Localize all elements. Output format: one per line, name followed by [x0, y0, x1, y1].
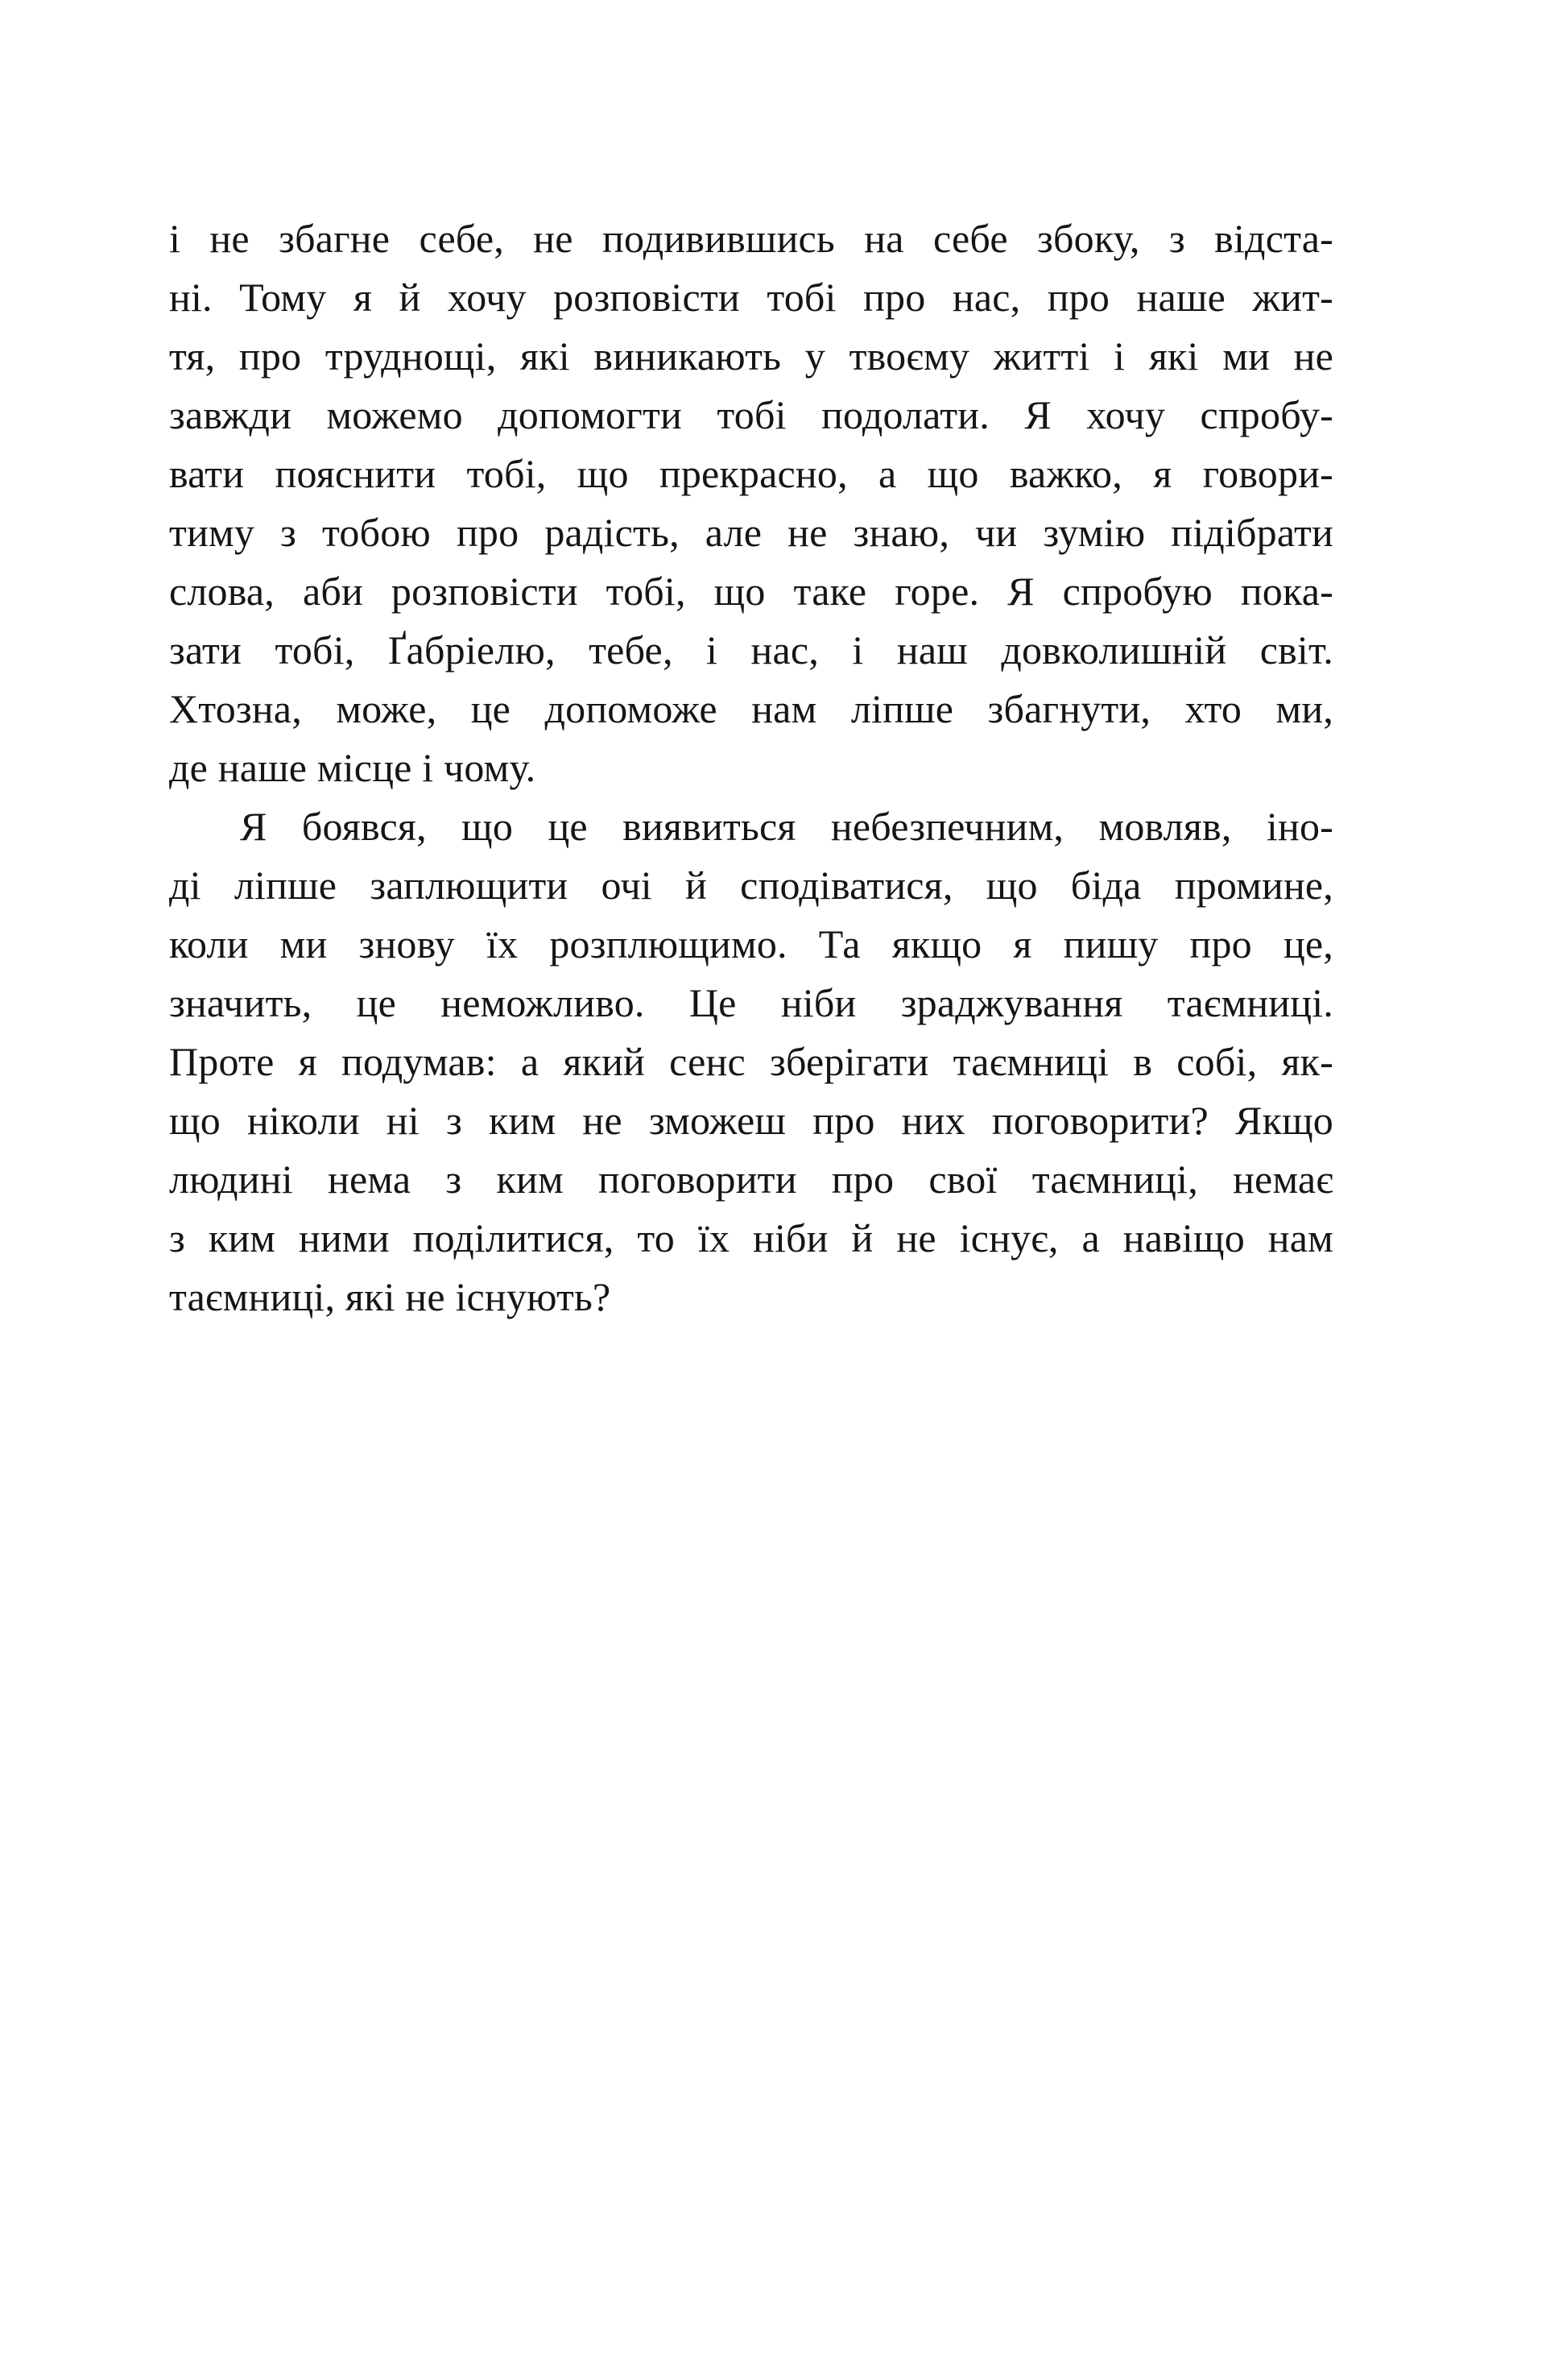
text-line: ді ліпше заплющити очі й сподіватися, що біда промине, — [169, 863, 1333, 908]
text-line: що ніколи ні з ким не зможеш про них поговорити? Якщо — [169, 1098, 1333, 1143]
text-line: і не збагне себе, не подивившись на себе збоку, з відста- — [169, 216, 1333, 261]
text-line: значить, це неможливо. Це ніби зраджування таємниці. — [169, 980, 1333, 1025]
text-column — [169, 209, 1333, 1327]
text-line: Проте я подумав: а який сенс зберігати таємниці в собі, як- — [169, 1039, 1333, 1084]
text-line: зати тобі, Ґабріелю, тебе, і нас, і наш довколишній світ. — [169, 627, 1333, 673]
text-line: тиму з тобою про радість, але не знаю, чи зумію підібрати — [169, 510, 1333, 555]
text-line: таємниці, які не існують? — [169, 1274, 611, 1319]
text-line: Я боявся, що це виявиться небезпечним, мовляв, іно- — [240, 804, 1333, 849]
text-line: з ким ними поділитися, то їх ніби й не існує, а навіщо нам — [169, 1215, 1333, 1260]
text-line: людині нема з ким поговорити про свої таємниці, немає — [169, 1157, 1333, 1202]
text-line: слова, аби розповісти тобі, що таке горе. Я спробую пока- — [169, 569, 1333, 614]
text-line: вати пояснити тобі, що прекрасно, а що важко, я говори- — [169, 451, 1333, 496]
text-line: Хтозна, може, це допоможе нам ліпше збагнути, хто ми, — [169, 686, 1333, 731]
text-line: завжди можемо допомогти тобі подолати. Я хочу спробу- — [169, 392, 1333, 437]
text-line: де наше місце і чому. — [169, 745, 536, 790]
text-line: тя, про труднощі, які виникають у твоєму житті і які ми не — [169, 333, 1333, 379]
text-line: ні. Тому я й хочу розповісти тобі про нас, про наше жит- — [169, 275, 1333, 320]
text-line: коли ми знову їх розплющимо. Та якщо я пишу про це, — [169, 921, 1333, 966]
